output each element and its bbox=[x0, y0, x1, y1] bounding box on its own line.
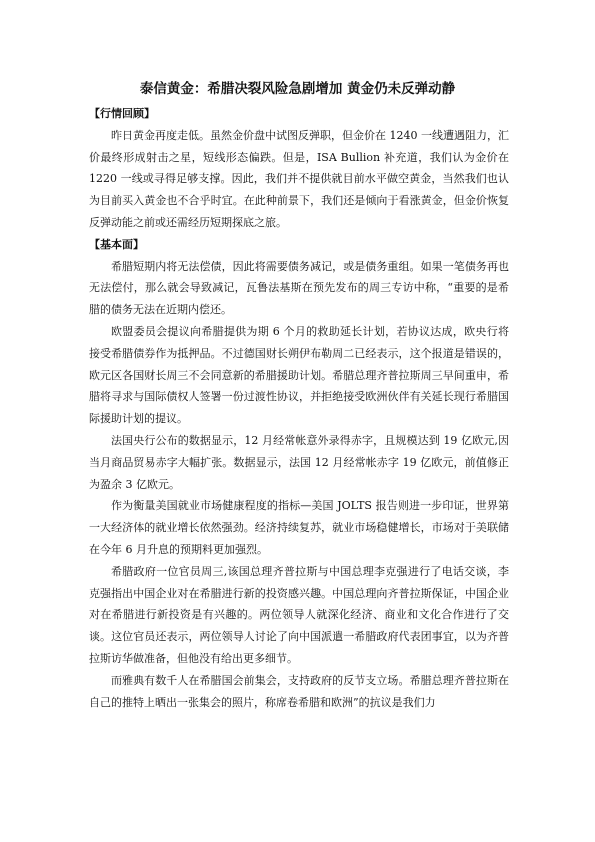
paragraph: 欧盟委员会提议向希腊提供为期 6 个月的救助延长计划，若协议达成，欧央行将接受希腊债券作为抵押品。不过德国财长朔伊布勒周二已经表示，这个报道是错误的，欧元区各国财长周三不会同意新的希腊援助计划。希腊总理齐普拉斯周三早间重申，希腊将寻求与国际债权人签署一份过渡性协议，并拒绝接受欧洲伙伴有关延长现行希腊国际援助计划的提议。 bbox=[89, 324, 509, 426]
document-body bbox=[89, 103, 509, 713]
paragraph: 作为衡量美国就业市场健康程度的指标—美国 JOLTS 报告则进一步印证，世界第一大经济体的就业增长依然强劲。经济持续复苏，就业市场稳健增长，市场对于美联储在今年 6 月升息的预期料更加强烈。 bbox=[89, 499, 509, 556]
paragraph: 昨日黄金再度走低。虽然金价盘中试图反弹职，但金价在 1240 一线遭遇阻力，汇价最终形成射击之星，短线形态偏跌。但是，ISA Bullion 补充道，我们认为金价在 1220 一线或寻得足够支撑。因此，我们并不提供就目前水平做空黄金，当然我们也认为目前买入黄金也不合乎时宜。在此种前景下，我们还是倾向于看涨黄金，但金价恢复反弹动能之前或还需经历短期探底之旅。 bbox=[89, 128, 509, 229]
document-title: 泰信黄金：希腊决裂风险急剧增加 黄金仍未反弹动静 bbox=[139, 81, 456, 97]
section-heading-market-review: 【行情回顾】 bbox=[89, 107, 155, 120]
paragraph: 法国央行公布的数据显示，12 月经常帐意外录得赤字，且规模达到 19 亿欧元,因当月商品贸易赤字大幅扩张。数据显示，法国 12 月经常帐赤字 19 亿欧元，前值修正为盈余 3 亿欧元。 bbox=[89, 433, 509, 491]
section-heading-fundamentals: 【基本面】 bbox=[89, 237, 144, 251]
paragraph: 希腊政府一位官员周三,该国总理齐普拉斯与中国总理李克强进行了电话交谈，李克强指出中国企业对在希腊进行新的投资感兴趣。中国总理向齐普拉斯保证，中国企业对在希腊进行新投资是有兴趣的。两位领导人就深化经济、商业和文化合作进行了交谈。这位官员还表示，两位领导人讨论了向中国派遣一希腊政府代表团事宜，以为齐普拉斯访华做准备，但他没有给出更多细节。 bbox=[89, 564, 509, 665]
paragraph: 希腊短期内将无法偿债，因此将需要债务减记，或是债务重组。如果一笔债务再也无法偿付，那么就会导致减记，瓦鲁法基斯在预先发布的周三专访中称，“重要的是希腊的债务无法在近期内偿还。 bbox=[89, 259, 509, 317]
paragraph: 而雅典有数千人在希腊国会前集会，支持政府的反节支立场。希腊总理齐普拉斯在自己的推特上晒出一张集会的照片，称席卷希腊和欧洲”的抗议是我们力 bbox=[89, 673, 509, 709]
